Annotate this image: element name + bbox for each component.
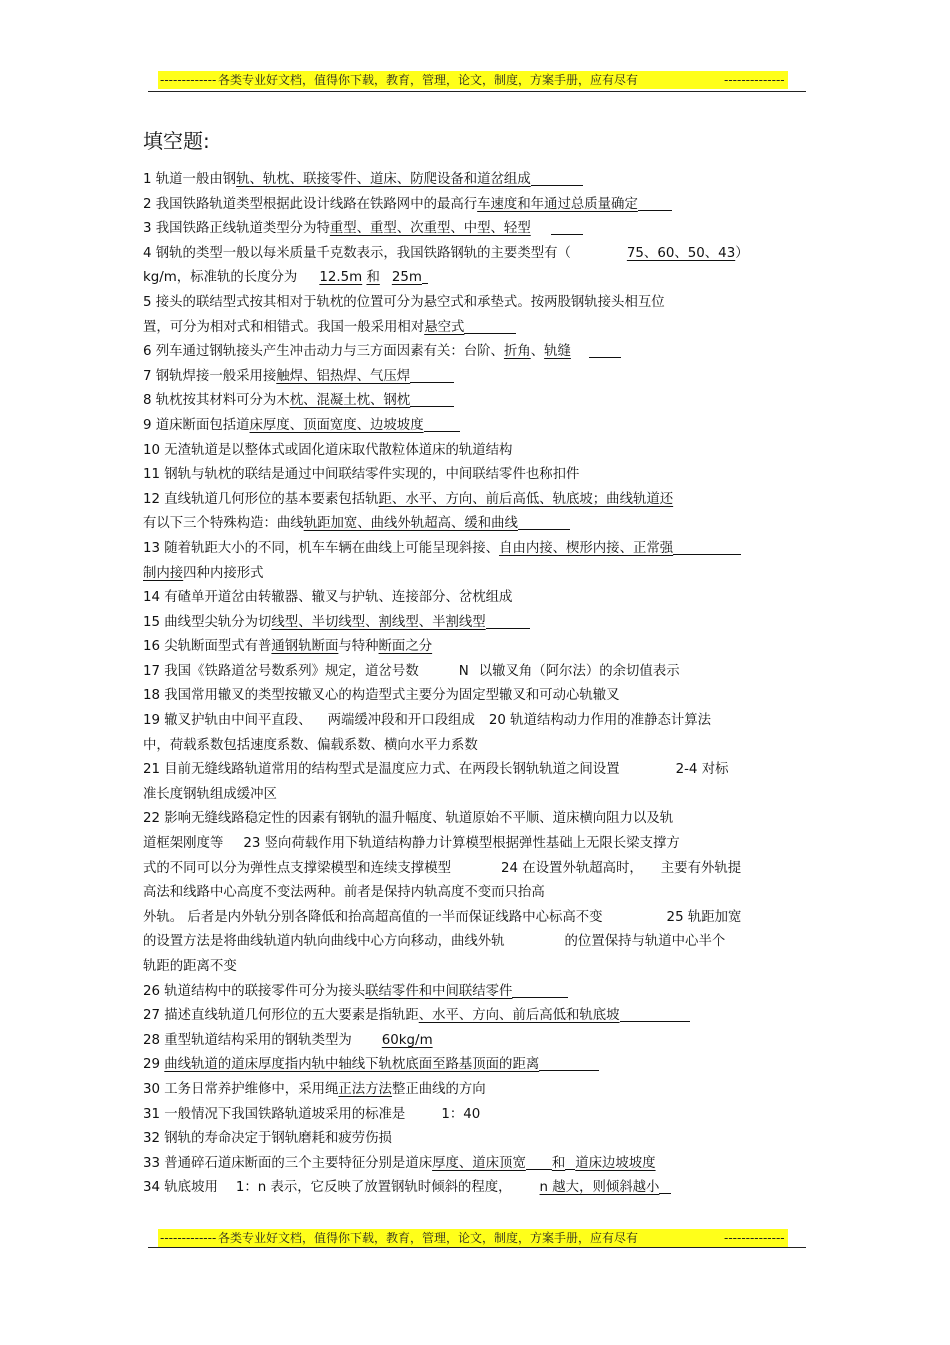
question-line: 32 钢轨的寿命决定于钢轨磨耗和疲劳伤损 xyxy=(143,1131,392,1147)
question-line: 准长度钢轨组成缓冲区 xyxy=(143,786,277,802)
footer-rule xyxy=(148,1247,806,1248)
question-line: 16 尖轨断面型式有普通钢轨断面与特种断面之分 xyxy=(143,639,433,655)
question-line: 1 轨道一般由钢轨、轨枕、联接零件、道床、防爬设备和道岔组成 xyxy=(143,168,805,193)
question-line: 33 普通碎石道床断面的三个主要特征分别是道床厚度、道床顶宽 和 道床边坡坡度 xyxy=(143,1155,656,1171)
question-line: 2 我国铁路轨道类型根据此设计线路在铁路网中的最高行车速度和年通过总质量确定 xyxy=(143,193,805,218)
footer-banner-text: 各类专业好文档，值得你下载，教育，管理，论文，制度，方案手册，应有尽有 xyxy=(218,1231,639,1245)
question-line: 道框架刚度等 23 竖向荷载作用下轨道结构静力计算模型根据弹性基础上无限长梁支撑方 xyxy=(143,836,680,852)
question-line: 26 轨道结构中的联接零件可分为接头联结零件和中间联结零件 xyxy=(143,980,805,1005)
question-line: 15 曲线型尖轨分为切线型、半切线型、割线型、半割线型 xyxy=(143,611,805,636)
question-line: 14 有碴单开道岔由转辙器、辙叉与护轨、连接部分、岔枕组成 xyxy=(143,590,513,606)
question-line: 34 轨底坡用 1：n 表示，它反映了放置钢轨时倾斜的程度， n 越大，则倾斜越小 xyxy=(143,1176,805,1201)
question-line: 31 一般情况下我国铁路轨道坡采用的标准是 1：40 xyxy=(143,1106,481,1122)
header-banner-text: 各类专业好文档，值得你下载，教育，管理，论文，制度，方案手册，应有尽有 xyxy=(218,73,639,87)
question-line: 置，可分为相对式和相错式。我国一般采用相对悬空式 xyxy=(143,316,805,341)
question-line: 8 轨枕按其材料可分为木枕、混凝土枕、钢枕 xyxy=(143,389,805,414)
question-line: 高法和线路中心高度不变法两种。前者是保持内轨高度不变而只抬高 xyxy=(143,885,545,901)
footer-dash-left: ------------- xyxy=(160,1231,217,1245)
header-banner xyxy=(158,71,788,89)
question-line: 18 我国常用辙叉的类型按辙叉心的构造型式主要分为固定型辙叉和可动心轨辙叉 xyxy=(143,688,620,704)
question-line: kg/m，标准轨的长度分为 12.5m 和 25m xyxy=(143,266,805,291)
question-line: 4 钢轨的类型一般以每米质量千克数表示，我国铁路钢轨的主要类型有（ 75、60、50、43） xyxy=(143,245,749,261)
question-line: 的设置方法是将曲线轨道内轨向曲线中心方向移动，曲线外轨 的位置保持与轨道中心半个 xyxy=(143,934,726,950)
question-line: 式的不同可以分为弹性点支撑梁模型和连续支撑模型 24 在设置外轨超高时， 主要有外轨提 xyxy=(143,860,742,876)
question-line: 11 钢轨与轨枕的联结是通过中间联结零件实现的，中间联结零件也称扣件 xyxy=(143,467,580,483)
footer-dash-right: -------------- xyxy=(724,1231,785,1245)
question-line: 5 接头的联结型式按其相对于轨枕的位置可分为悬空式和承垫式。按两股钢轨接头相互位 xyxy=(143,294,665,310)
header-rule xyxy=(148,91,806,92)
question-line: 9 道床断面包括道床厚度、顶面宽度、边坡坡度 xyxy=(143,414,805,439)
question-line: 27 描述直线轨道几何形位的五大要素是指轨距、水平、方向、前后高低和轨底坡 xyxy=(143,1004,805,1029)
question-line: 中，荷载系数包括速度系数、偏载系数、横向水平力系数 xyxy=(143,737,478,753)
question-line: 制内接四种内接形式 xyxy=(143,565,264,581)
question-line: 28 重型轨道结构采用的钢轨类型为 60kg/m xyxy=(143,1032,433,1048)
question-line: 外轨。 后者是内外轨分别各降低和抬高超高值的一半而保证线路中心标高不变 25 轨距加宽 xyxy=(143,909,742,925)
question-line: 19 辙叉护轨由中间平直段、 两端缓冲段和开口段组成 20 轨道结构动力作用的准静态计算法 xyxy=(143,713,712,729)
footer-banner xyxy=(158,1229,788,1247)
question-line: 轨距的距离不变 xyxy=(143,959,237,974)
question-line: 30 工务日常养护维修中，采用绳正法方法整正曲线的方向 xyxy=(143,1081,486,1097)
question-line: 6 列车通过钢轨接头产生冲击动力与三方面因素有关：台阶、折角、轨缝 xyxy=(143,340,805,365)
question-line: 21 目前无缝线路轨道常用的结构型式是温度应力式、在两段长钢轨轨道之间设置 2-4 对标 xyxy=(143,762,729,778)
header-dash-left: ------------- xyxy=(160,73,217,87)
header-dash-right: -------------- xyxy=(724,73,785,87)
question-line: 10 无渣轨道是以整体式或固化道床取代散粒体道床的轨道结构 xyxy=(143,442,513,458)
question-list xyxy=(143,168,805,1201)
question-line: 12 直线轨道几何形位的基本要素包括轨距、水平、方向、前后高低、轨底坡；曲线轨道还 xyxy=(143,491,674,507)
question-line: 29 曲线轨道的道床厚度指内轨中轴线下轨枕底面至路基顶面的距离 xyxy=(143,1053,805,1078)
page-title: 填空题: xyxy=(143,129,210,153)
question-line: 13 随着轨距大小的不同，机车车辆在曲线上可能呈现斜接、自由内接、楔形内接、正常强 xyxy=(143,537,805,562)
question-line: 22 影响无缝线路稳定性的因素有钢轨的温升幅度、轨道原始不平顺、道床横向阻力以及轨 xyxy=(143,811,674,827)
question-line: 7 钢轨焊接一般采用接触焊、铝热焊、气压焊 xyxy=(143,365,805,390)
question-line: 有以下三个特殊构造：曲线轨距加宽、曲线外轨超高、缓和曲线 xyxy=(143,512,805,537)
question-line: 17 我国《铁路道岔号数系列》规定，道岔号数 N 以辙叉角（阿尔法）的余切值表示 xyxy=(143,663,680,679)
question-line: 3 我国铁路正线轨道类型分为特重型、重型、次重型、中型、轻型 xyxy=(143,217,805,242)
